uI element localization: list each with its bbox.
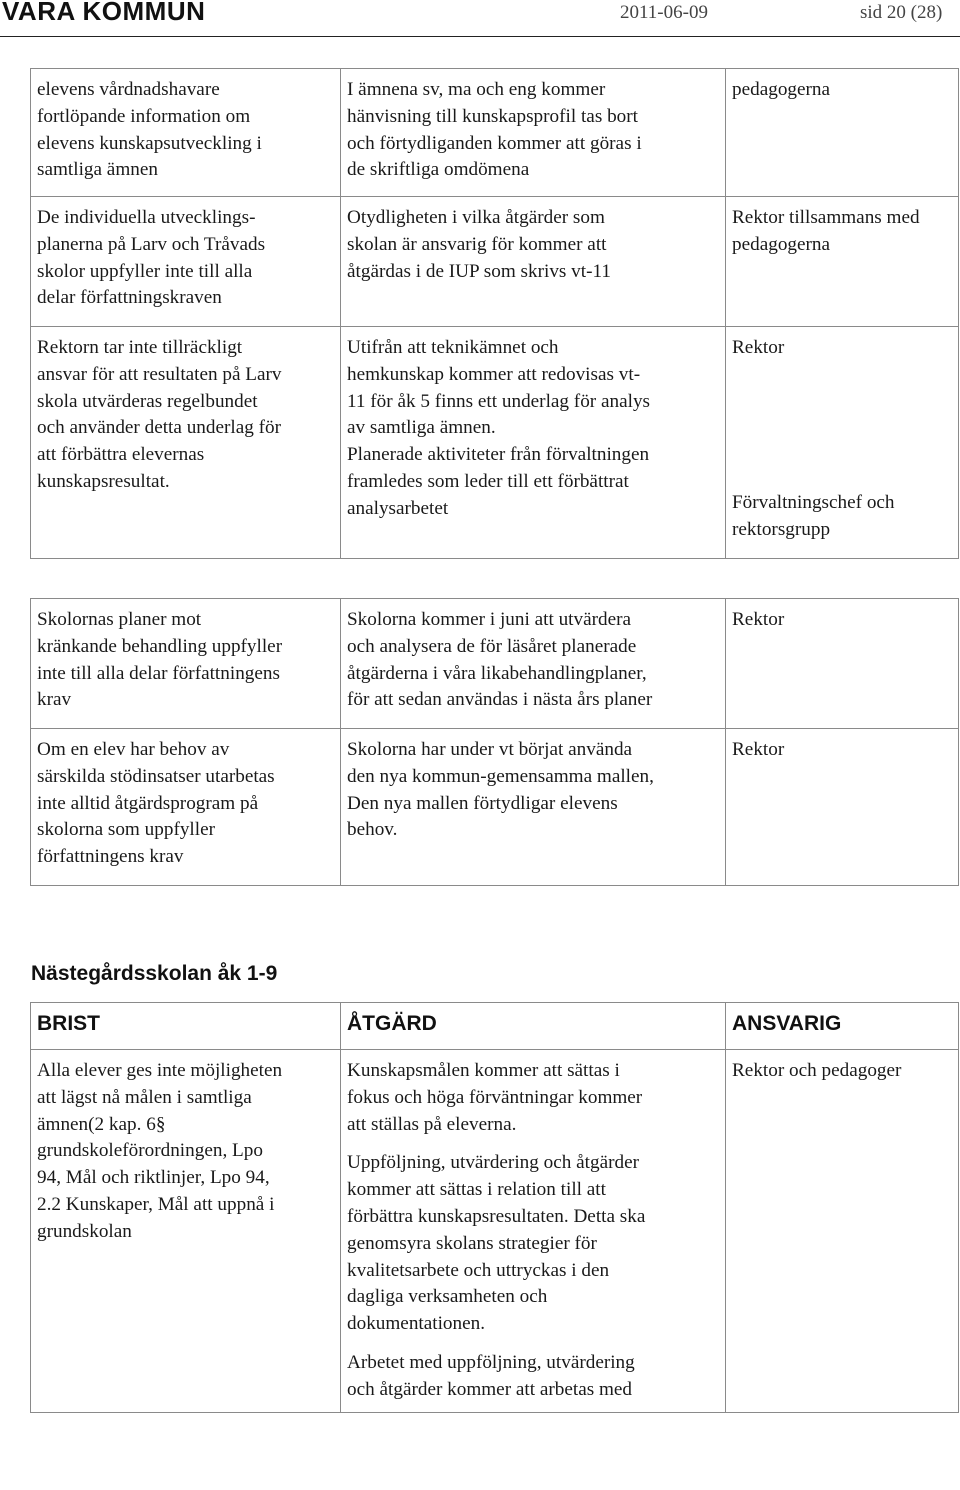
ansvar-cell: Rektor bbox=[726, 599, 959, 729]
atgard-cell: Otydligheten i vilka åtgärder som skolan är ansvarig för kommer att åtgärdas i de IUP som skrivs vt-11 bbox=[341, 197, 726, 327]
header-rule bbox=[0, 36, 960, 37]
measures-table-3 bbox=[30, 1002, 959, 1413]
ansvar-cell: Rektor Förvaltningschef och rektorsgrupp bbox=[726, 327, 959, 559]
table-row bbox=[31, 327, 959, 559]
measures-table-2 bbox=[30, 598, 959, 886]
column-header-ansvarig: ANSVARIG bbox=[726, 1003, 959, 1050]
table-row bbox=[31, 69, 959, 197]
section-title: Nästegårdsskolan åk 1-9 bbox=[31, 962, 278, 985]
atgard-cell: Utifrån att teknikämnet och hemkunskap kommer att redovisas vt- 11 för åk 5 finns ett underlag för analys av samtliga ämnen. Planerade aktiviteter från förvaltningen framledes som leder till ett förbättrat analysarbetet bbox=[341, 327, 726, 559]
table-row bbox=[31, 197, 959, 327]
atgard-cell: Skolorna kommer i juni att utvärdera och analysera de för läsåret planerade åtgärderna i våra likabehandlingplaner, för att sedan användas i nästa års planer bbox=[341, 599, 726, 729]
atgard-cell: Kunskapsmålen kommer att sättas i fokus och höga förväntningar kommer att ställas på eleverna. Uppföljning, utvärdering och åtgärder kommer att sättas i relation till att förbättra kunskapsresultaten. Detta ska genomsyra skolans strategier för kvalitetsarbete och uttryckas i den dagliga verksamheten och dokumentationen. Arbetet med uppföljning, utvärdering och åtgärder kommer att arbetas med bbox=[341, 1050, 726, 1413]
ansvar-cell: Rektor och pedagoger bbox=[726, 1050, 959, 1413]
table-row bbox=[31, 1050, 959, 1413]
column-header-brist: BRIST bbox=[31, 1003, 341, 1050]
document-date: 2011-06-09 bbox=[620, 2, 708, 23]
organization-name: VARA KOMMUN bbox=[2, 0, 206, 26]
table-row bbox=[31, 599, 959, 729]
table-header-row bbox=[31, 1003, 959, 1050]
ansvar-cell: pedagogerna bbox=[726, 69, 959, 197]
ansvar-cell: Rektor tillsammans med pedagogerna bbox=[726, 197, 959, 327]
measures-table-1 bbox=[30, 68, 959, 559]
brist-cell: De individuella utvecklings- planerna på Larv och Tråvads skolor uppfyller inte till alla delar författningskraven bbox=[31, 197, 341, 327]
column-header-atgard: ÅTGÄRD bbox=[341, 1003, 726, 1050]
ansvar-cell: Rektor bbox=[726, 729, 959, 886]
brist-cell: Skolornas planer mot kränkande behandling uppfyller inte till alla delar författningens krav bbox=[31, 599, 341, 729]
table-row bbox=[31, 729, 959, 886]
brist-cell: Om en elev har behov av särskilda stödinsatser utarbetas inte alltid åtgärdsprogram på skolorna som uppfyller författningens krav bbox=[31, 729, 341, 886]
page-number: sid 20 (28) bbox=[860, 2, 943, 23]
brist-cell: Alla elever ges inte möjligheten att lägst nå målen i samtliga ämnen(2 kap. 6§ grundskoleförordningen, Lpo 94, Mål och riktlinjer, Lpo 94, 2.2 Kunskaper, Mål att uppnå i grundskolan bbox=[31, 1050, 341, 1413]
atgard-cell: I ämnena sv, ma och eng kommer hänvisning till kunskapsprofil tas bort och förtydliganden kommer att göras i de skriftliga omdömena bbox=[341, 69, 726, 197]
brist-cell: Rektorn tar inte tillräckligt ansvar för att resultaten på Larv skola utvärderas regelbundet och använder detta underlag för att förbättra elevernas kunskapsresultat. bbox=[31, 327, 341, 559]
page-header bbox=[0, 0, 960, 34]
atgard-cell: Skolorna har under vt börjat använda den nya kommun-gemensamma mallen, Den nya mallen förtydligar elevens behov. bbox=[341, 729, 726, 886]
brist-cell: elevens vårdnadshavare fortlöpande information om elevens kunskapsutveckling i samtliga ämnen bbox=[31, 69, 341, 197]
